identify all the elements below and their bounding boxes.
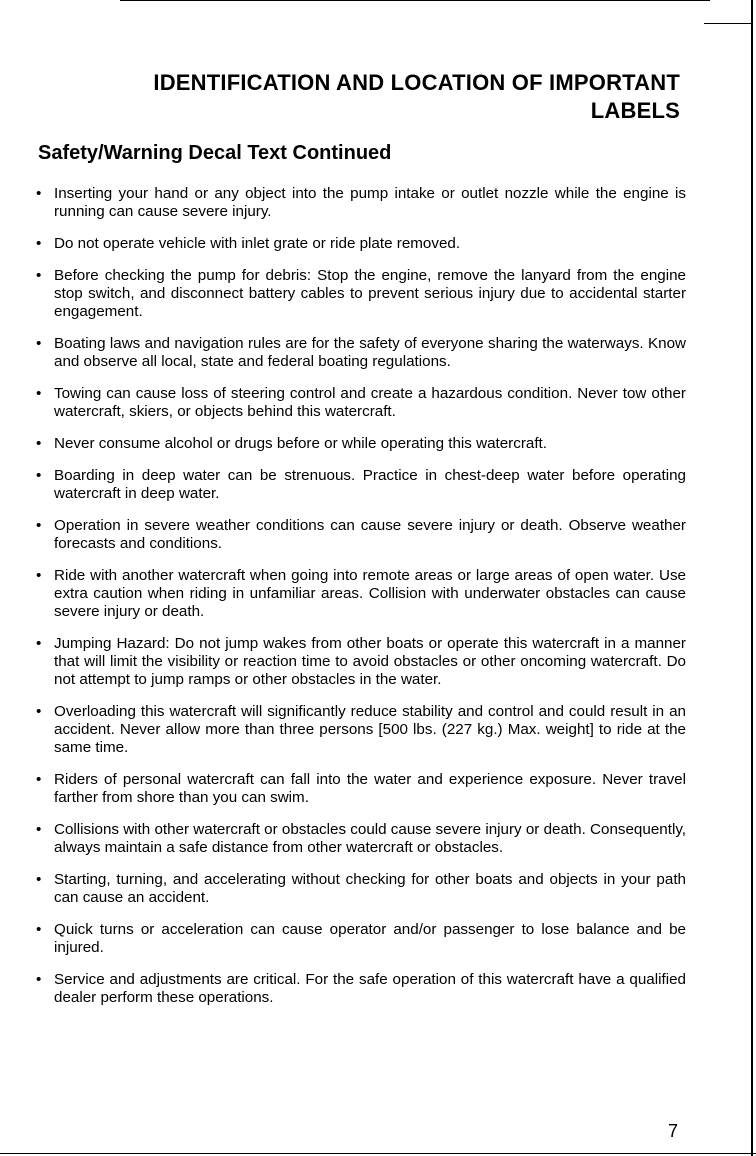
bullet-icon: • (36, 703, 42, 720)
bullet-icon: • (36, 821, 42, 838)
bullet-icon: • (36, 567, 42, 584)
list-item-text: Overloading this watercraft will significantly reduce stability and control and could result in an accident. Never allow more than three persons [500 lbs. (227 kg.) Max. weight] to ride at the same time. (54, 703, 686, 756)
list-item (36, 703, 686, 757)
list-item (36, 771, 686, 807)
list-item-text: Service and adjustments are critical. For the safe operation of this watercraft have a qualified dealer perform these operations. (54, 971, 686, 1006)
list-item (36, 385, 686, 421)
list-item (36, 185, 686, 221)
list-item-text: Boating laws and navigation rules are for the safety of everyone sharing the waterways. Know and observe all local, state and federal boating regulations. (54, 335, 686, 370)
bullet-icon: • (36, 871, 42, 888)
list-item (36, 821, 686, 857)
list-item (36, 971, 686, 1007)
page-number: 7 (668, 1121, 679, 1141)
bullet-icon: • (36, 435, 42, 452)
list-item (36, 435, 686, 453)
bullet-icon: • (36, 971, 42, 988)
list-item (36, 267, 686, 321)
bottom-border-line (0, 1153, 756, 1154)
list-item (36, 235, 686, 253)
bullet-icon: • (36, 185, 42, 202)
list-item-text: Do not operate vehicle with inlet grate or ride plate removed. (54, 235, 461, 252)
bullet-icon: • (36, 517, 42, 534)
warning-list (36, 185, 686, 1021)
top-border-line (120, 0, 710, 1)
list-item-text: Starting, turning, and accelerating without checking for other boats and objects in your path can cause an accident. (54, 871, 686, 906)
bullet-icon: • (36, 467, 42, 484)
section-subtitle: Safety/Warning Decal Text Continued (38, 142, 392, 164)
bullet-icon: • (36, 921, 42, 938)
list-item (36, 467, 686, 503)
bullet-icon: • (36, 385, 42, 402)
page-title-line-2: LABELS (590, 98, 680, 123)
page-title-line-1: IDENTIFICATION AND LOCATION OF IMPORTANT (153, 70, 680, 95)
list-item-text: Ride with another watercraft when going into remote areas or large areas of open water. Use extra caution when riding in unfamiliar areas. Collision with underwater obstacles can cause severe injury or death. (54, 567, 686, 620)
list-item-text: Inserting your hand or any object into the pump intake or outlet nozzle while the engine is running can cause severe injury. (54, 185, 686, 220)
list-item (36, 567, 686, 621)
list-item-text: Towing can cause loss of steering control and create a hazardous condition. Never tow other watercraft, skiers, or objects behind this watercraft. (54, 385, 686, 420)
page-title (60, 69, 680, 125)
list-item-text: Before checking the pump for debris: Stop the engine, remove the lanyard from the engine stop switch, and disconnect battery cables to prevent serious injury due to accidental starter engagement. (54, 267, 686, 320)
list-item (36, 921, 686, 957)
bullet-icon: • (36, 771, 42, 788)
bullet-icon: • (36, 335, 42, 352)
list-item (36, 517, 686, 553)
list-item-text: Boarding in deep water can be strenuous. Practice in chest-deep water before operating watercraft in deep water. (54, 467, 686, 502)
list-item-text: Never consume alcohol or drugs before or while operating this watercraft. (54, 435, 547, 452)
right-border-line (751, 0, 753, 1156)
bullet-icon: • (36, 235, 42, 252)
list-item-text: Operation in severe weather conditions can cause severe injury or death. Observe weather forecasts and conditions. (54, 517, 686, 552)
list-item-text: Quick turns or acceleration can cause operator and/or passenger to lose balance and be injured. (54, 921, 686, 956)
list-item-text: Collisions with other watercraft or obstacles could cause severe injury or death. Consequently, always maintain a safe distance from other watercraft or obstacles. (54, 821, 687, 856)
list-item (36, 335, 686, 371)
list-item-text: Riders of personal watercraft can fall into the water and experience exposure. Never travel farther from shore than you can swim. (54, 771, 686, 806)
corner-border-line (704, 0, 752, 24)
bullet-icon: • (36, 635, 42, 652)
bullet-icon: • (36, 267, 42, 284)
list-item (36, 871, 686, 907)
list-item-text: Jumping Hazard: Do not jump wakes from other boats or operate this watercraft in a manner that will limit the visibility or reaction time to avoid obstacles or other oncoming watercraft. Do not attempt to jump ramps or other obstacles in the water. (54, 635, 686, 688)
list-item (36, 635, 686, 689)
